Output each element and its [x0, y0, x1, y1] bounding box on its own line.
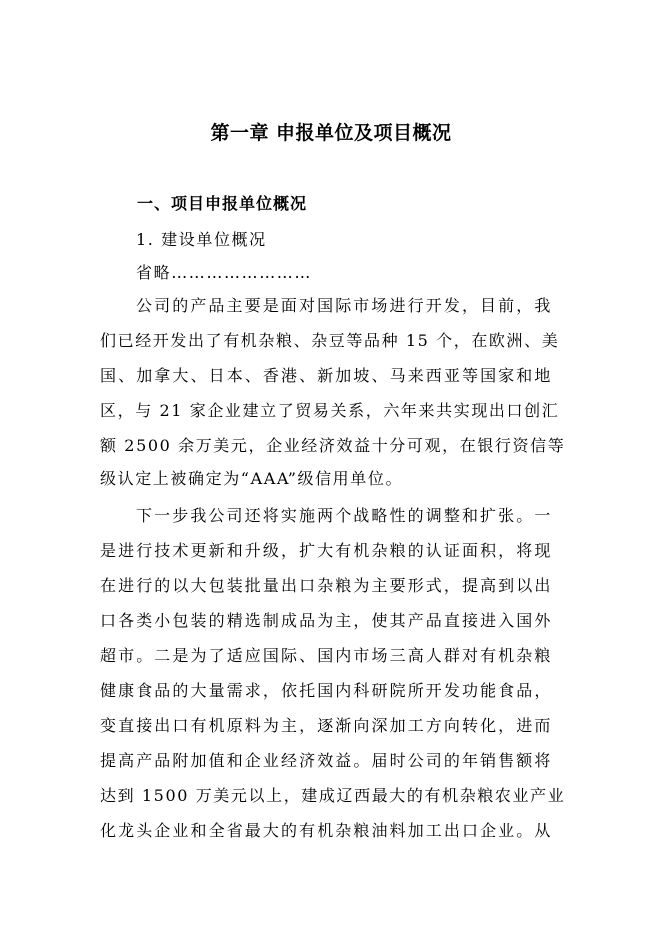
- paragraph1-line: 额 2500 余万美元，企业经济效益十分可观，在银行资信等: [100, 436, 566, 455]
- paragraph2-line: 达到 1500 万美元以上，建成辽西最大的有机杂粮农业产业: [100, 786, 566, 805]
- paragraph2-line: 口各类小包装的精选制成品为主，使其产品直接进入国外: [100, 611, 552, 630]
- paragraph1-line: 级认定上被确定为“AAA”级信用单位。: [100, 469, 404, 488]
- paragraph2-line: 提高产品附加值和企业经济效益。届时公司的年销售额将: [100, 751, 552, 770]
- paragraph2-line: 下一步我公司还将实施两个战略性的调整和扩张。一: [136, 506, 552, 525]
- chapter-title: 第一章 申报单位及项目概况: [210, 122, 452, 144]
- section-heading: 一、项目申报单位概况: [137, 194, 308, 213]
- paragraph1-line: 国、加拿大、日本、香港、新加坡、马来西亚等国家和地: [100, 366, 552, 385]
- paragraph1-line: 公司的产品主要是面对国际市场进行开发，目前，我: [136, 296, 552, 315]
- paragraph2-line: 是进行技术更新和升级，扩大有机杂粮的认证面积，将现: [100, 541, 552, 560]
- subsection-title: 1. 建设单位概况: [136, 230, 267, 249]
- paragraph2-line: 在进行的以大包装批量出口杂粮为主要形式，提高到以出: [100, 576, 552, 595]
- paragraph2-line: 化龙头企业和全省最大的有机杂粮油料加工出口企业。从: [100, 821, 552, 840]
- paragraph2-line: 健康食品的大量需求，依托国内科研院所开发功能食品，: [100, 681, 552, 700]
- paragraph2-line: 超市。二是为了适应国际、国内市场三高人群对有机杂粮: [100, 646, 552, 665]
- omitted-text: 省略……………………: [136, 263, 312, 282]
- paragraph1-line: 区，与 21 家企业建立了贸易关系，六年来共实现出口创汇: [100, 401, 560, 420]
- paragraph1-line: 们已经开发出了有机杂粮、杂豆等品种 15 个，在欧洲、美: [100, 331, 560, 350]
- paragraph2-line: 变直接出口有机原料为主，逐渐向深加工方向转化，进而: [100, 716, 552, 735]
